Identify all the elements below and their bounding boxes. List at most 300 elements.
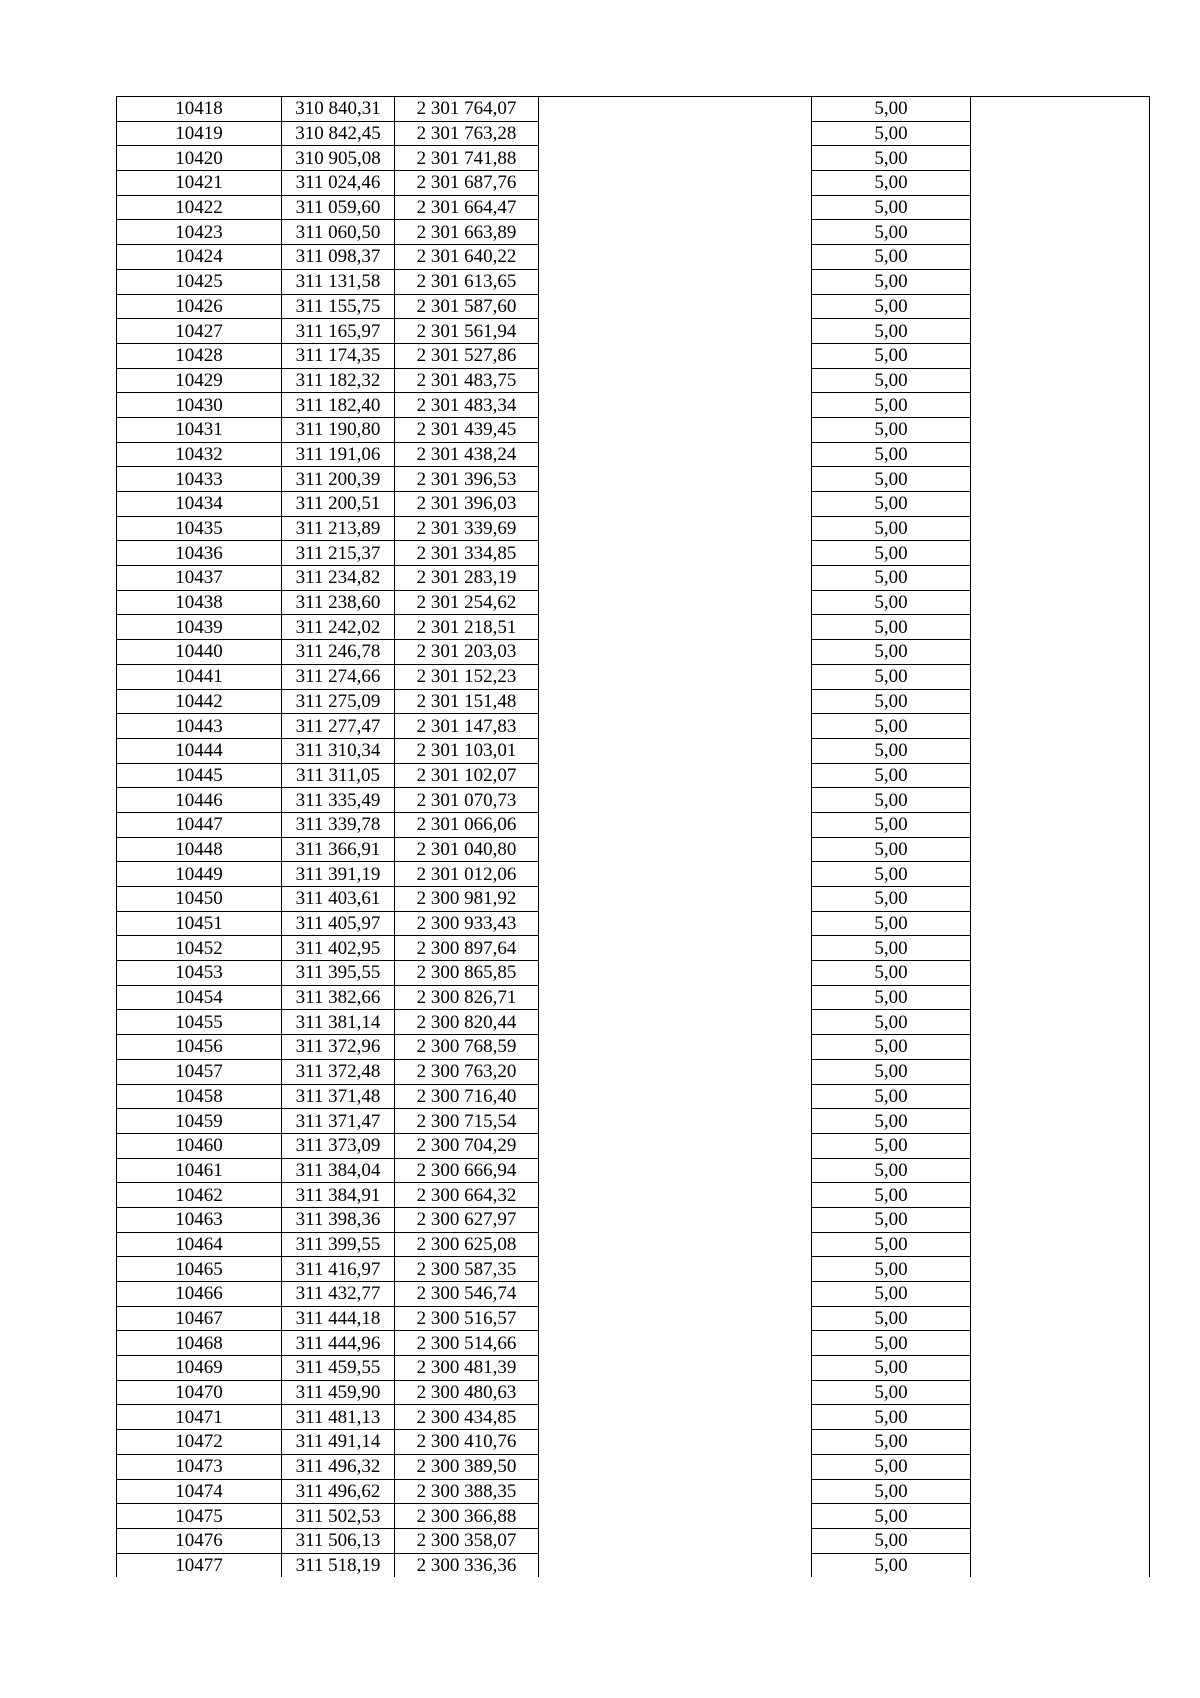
empty-cell [971,1331,1150,1356]
point-number-cell: 10452 [117,936,282,961]
table-row [117,1059,1150,1084]
empty-cell [971,664,1150,689]
empty-cell [971,1084,1150,1109]
x-coordinate-cell: 311 339,78 [282,812,395,837]
y-coordinate-cell: 2 301 152,23 [395,664,539,689]
x-coordinate-cell: 311 381,14 [282,1010,395,1035]
empty-cell [539,1430,812,1455]
x-coordinate-cell: 311 444,96 [282,1331,395,1356]
point-number-cell: 10427 [117,319,282,344]
x-coordinate-cell: 311 190,80 [282,417,395,442]
x-coordinate-cell: 311 372,48 [282,1059,395,1084]
empty-cell [539,640,812,665]
value-cell: 5,00 [812,714,971,739]
y-coordinate-cell: 2 300 516,57 [395,1306,539,1331]
empty-cell [971,837,1150,862]
y-coordinate-cell: 2 301 254,62 [395,590,539,615]
empty-cell [539,1158,812,1183]
x-coordinate-cell: 311 274,66 [282,664,395,689]
table-row [117,121,1150,146]
empty-cell [539,1380,812,1405]
table-row [117,343,1150,368]
table-body [117,97,1150,1578]
value-cell: 5,00 [812,541,971,566]
value-cell: 5,00 [812,146,971,171]
point-number-cell: 10456 [117,1035,282,1060]
empty-cell [971,467,1150,492]
y-coordinate-cell: 2 301 151,48 [395,689,539,714]
empty-cell [539,911,812,936]
x-coordinate-cell: 311 155,75 [282,294,395,319]
point-number-cell: 10437 [117,566,282,591]
empty-cell [539,664,812,689]
point-number-cell: 10420 [117,146,282,171]
table-row [117,1010,1150,1035]
point-number-cell: 10433 [117,467,282,492]
empty-cell [539,269,812,294]
empty-cell [539,1331,812,1356]
value-cell: 5,00 [812,1010,971,1035]
value-cell: 5,00 [812,961,971,986]
point-number-cell: 10444 [117,738,282,763]
empty-cell [539,1553,812,1577]
point-number-cell: 10464 [117,1232,282,1257]
empty-cell [971,1158,1150,1183]
empty-cell [971,1405,1150,1430]
empty-cell [971,1133,1150,1158]
empty-cell [971,269,1150,294]
x-coordinate-cell: 311 131,58 [282,269,395,294]
table-row [117,442,1150,467]
x-coordinate-cell: 311 234,82 [282,566,395,591]
y-coordinate-cell: 2 300 763,20 [395,1059,539,1084]
x-coordinate-cell: 311 060,50 [282,220,395,245]
empty-cell [539,492,812,517]
point-number-cell: 10424 [117,245,282,270]
point-number-cell: 10454 [117,985,282,1010]
y-coordinate-cell: 2 300 865,85 [395,961,539,986]
point-number-cell: 10459 [117,1109,282,1134]
value-cell: 5,00 [812,1306,971,1331]
empty-cell [539,1479,812,1504]
table-row [117,1528,1150,1553]
empty-cell [971,1479,1150,1504]
point-number-cell: 10422 [117,195,282,220]
empty-cell [971,1430,1150,1455]
empty-cell [539,936,812,961]
empty-cell [971,368,1150,393]
x-coordinate-cell: 311 238,60 [282,590,395,615]
coordinates-table [116,96,1150,1577]
empty-cell [971,417,1150,442]
empty-cell [539,1306,812,1331]
y-coordinate-cell: 2 301 066,06 [395,812,539,837]
y-coordinate-cell: 2 301 483,75 [395,368,539,393]
y-coordinate-cell: 2 300 410,76 [395,1430,539,1455]
table-row [117,763,1150,788]
value-cell: 5,00 [812,1528,971,1553]
empty-cell [539,1232,812,1257]
value-cell: 5,00 [812,1430,971,1455]
value-cell: 5,00 [812,1232,971,1257]
table-row [117,985,1150,1010]
empty-cell [539,97,812,122]
table-row [117,1504,1150,1529]
x-coordinate-cell: 311 165,97 [282,319,395,344]
point-number-cell: 10467 [117,1306,282,1331]
empty-cell [539,146,812,171]
value-cell: 5,00 [812,615,971,640]
y-coordinate-cell: 2 301 663,89 [395,220,539,245]
value-cell: 5,00 [812,97,971,122]
y-coordinate-cell: 2 300 897,64 [395,936,539,961]
empty-cell [971,541,1150,566]
y-coordinate-cell: 2 300 358,07 [395,1528,539,1553]
point-number-cell: 10428 [117,343,282,368]
x-coordinate-cell: 311 275,09 [282,689,395,714]
empty-cell [539,1059,812,1084]
x-coordinate-cell: 311 310,34 [282,738,395,763]
empty-cell [971,689,1150,714]
table-row [117,936,1150,961]
table-row [117,887,1150,912]
empty-cell [539,393,812,418]
value-cell: 5,00 [812,812,971,837]
empty-cell [971,738,1150,763]
empty-cell [971,97,1150,122]
value-cell: 5,00 [812,985,971,1010]
empty-cell [539,714,812,739]
x-coordinate-cell: 311 496,62 [282,1479,395,1504]
value-cell: 5,00 [812,220,971,245]
table-row [117,1430,1150,1455]
x-coordinate-cell: 311 098,37 [282,245,395,270]
empty-cell [539,541,812,566]
value-cell: 5,00 [812,640,971,665]
table-row [117,1282,1150,1307]
x-coordinate-cell: 311 518,19 [282,1553,395,1577]
point-number-cell: 10477 [117,1553,282,1577]
table-row [117,788,1150,813]
y-coordinate-cell: 2 301 664,47 [395,195,539,220]
point-number-cell: 10443 [117,714,282,739]
point-number-cell: 10435 [117,516,282,541]
table-row [117,714,1150,739]
y-coordinate-cell: 2 300 514,66 [395,1331,539,1356]
x-coordinate-cell: 311 402,95 [282,936,395,961]
empty-cell [971,590,1150,615]
value-cell: 5,00 [812,1207,971,1232]
value-cell: 5,00 [812,1059,971,1084]
empty-cell [539,245,812,270]
empty-cell [539,368,812,393]
table-row [117,1207,1150,1232]
x-coordinate-cell: 311 311,05 [282,763,395,788]
value-cell: 5,00 [812,788,971,813]
value-cell: 5,00 [812,467,971,492]
point-number-cell: 10447 [117,812,282,837]
point-number-cell: 10442 [117,689,282,714]
x-coordinate-cell: 311 384,91 [282,1183,395,1208]
empty-cell [971,714,1150,739]
table-row [117,1084,1150,1109]
point-number-cell: 10429 [117,368,282,393]
empty-cell [539,1405,812,1430]
empty-cell [971,1257,1150,1282]
value-cell: 5,00 [812,1257,971,1282]
empty-cell [539,985,812,1010]
y-coordinate-cell: 2 301 283,19 [395,566,539,591]
empty-cell [539,1504,812,1529]
y-coordinate-cell: 2 301 640,22 [395,245,539,270]
y-coordinate-cell: 2 301 339,69 [395,516,539,541]
y-coordinate-cell: 2 301 741,88 [395,146,539,171]
y-coordinate-cell: 2 301 587,60 [395,294,539,319]
y-coordinate-cell: 2 300 981,92 [395,887,539,912]
empty-cell [971,1207,1150,1232]
empty-cell [971,1109,1150,1134]
value-cell: 5,00 [812,1553,971,1577]
point-number-cell: 10468 [117,1331,282,1356]
empty-cell [971,343,1150,368]
value-cell: 5,00 [812,516,971,541]
empty-cell [539,862,812,887]
x-coordinate-cell: 311 384,04 [282,1158,395,1183]
empty-cell [539,1010,812,1035]
table-row [117,492,1150,517]
table-row [117,1331,1150,1356]
point-number-cell: 10419 [117,121,282,146]
x-coordinate-cell: 311 372,96 [282,1035,395,1060]
empty-cell [971,887,1150,912]
point-number-cell: 10461 [117,1158,282,1183]
empty-cell [539,319,812,344]
value-cell: 5,00 [812,1183,971,1208]
value-cell: 5,00 [812,1380,971,1405]
empty-cell [971,788,1150,813]
x-coordinate-cell: 311 403,61 [282,887,395,912]
point-number-cell: 10476 [117,1528,282,1553]
value-cell: 5,00 [812,343,971,368]
point-number-cell: 10462 [117,1183,282,1208]
y-coordinate-cell: 2 300 389,50 [395,1454,539,1479]
value-cell: 5,00 [812,269,971,294]
empty-cell [539,763,812,788]
x-coordinate-cell: 311 213,89 [282,516,395,541]
value-cell: 5,00 [812,1282,971,1307]
empty-cell [971,220,1150,245]
table-row [117,417,1150,442]
y-coordinate-cell: 2 301 334,85 [395,541,539,566]
value-cell: 5,00 [812,590,971,615]
point-number-cell: 10470 [117,1380,282,1405]
empty-cell [971,1380,1150,1405]
table-row [117,1183,1150,1208]
empty-cell [539,1282,812,1307]
empty-cell [971,319,1150,344]
table-row [117,368,1150,393]
table-row [117,1479,1150,1504]
x-coordinate-cell: 311 200,39 [282,467,395,492]
y-coordinate-cell: 2 301 012,06 [395,862,539,887]
empty-cell [971,1454,1150,1479]
table-row [117,1035,1150,1060]
y-coordinate-cell: 2 300 480,63 [395,1380,539,1405]
empty-cell [971,121,1150,146]
x-coordinate-cell: 311 395,55 [282,961,395,986]
value-cell: 5,00 [812,294,971,319]
table-row [117,1133,1150,1158]
empty-cell [539,887,812,912]
x-coordinate-cell: 311 174,35 [282,343,395,368]
empty-cell [971,936,1150,961]
empty-cell [539,1084,812,1109]
empty-cell [971,615,1150,640]
y-coordinate-cell: 2 301 396,03 [395,492,539,517]
empty-cell [971,763,1150,788]
y-coordinate-cell: 2 300 826,71 [395,985,539,1010]
y-coordinate-cell: 2 301 561,94 [395,319,539,344]
empty-cell [539,961,812,986]
point-number-cell: 10466 [117,1282,282,1307]
table-row [117,97,1150,122]
table-row [117,1405,1150,1430]
x-coordinate-cell: 311 399,55 [282,1232,395,1257]
x-coordinate-cell: 311 371,48 [282,1084,395,1109]
empty-cell [971,492,1150,517]
y-coordinate-cell: 2 301 102,07 [395,763,539,788]
x-coordinate-cell: 311 373,09 [282,1133,395,1158]
y-coordinate-cell: 2 301 203,03 [395,640,539,665]
y-coordinate-cell: 2 300 820,44 [395,1010,539,1035]
value-cell: 5,00 [812,738,971,763]
point-number-cell: 10458 [117,1084,282,1109]
x-coordinate-cell: 311 059,60 [282,195,395,220]
value-cell: 5,00 [812,319,971,344]
empty-cell [971,393,1150,418]
point-number-cell: 10465 [117,1257,282,1282]
x-coordinate-cell: 311 506,13 [282,1528,395,1553]
y-coordinate-cell: 2 300 388,35 [395,1479,539,1504]
y-coordinate-cell: 2 300 627,97 [395,1207,539,1232]
y-coordinate-cell: 2 300 625,08 [395,1232,539,1257]
empty-cell [539,590,812,615]
point-number-cell: 10455 [117,1010,282,1035]
point-number-cell: 10474 [117,1479,282,1504]
table-row [117,689,1150,714]
y-coordinate-cell: 2 301 070,73 [395,788,539,813]
y-coordinate-cell: 2 301 147,83 [395,714,539,739]
point-number-cell: 10460 [117,1133,282,1158]
table-row [117,566,1150,591]
x-coordinate-cell: 311 335,49 [282,788,395,813]
empty-cell [539,195,812,220]
empty-cell [539,220,812,245]
empty-cell [539,121,812,146]
table-row [117,664,1150,689]
value-cell: 5,00 [812,442,971,467]
empty-cell [971,1553,1150,1577]
y-coordinate-cell: 2 300 366,88 [395,1504,539,1529]
point-number-cell: 10430 [117,393,282,418]
point-number-cell: 10469 [117,1356,282,1381]
x-coordinate-cell: 311 416,97 [282,1257,395,1282]
point-number-cell: 10473 [117,1454,282,1479]
empty-cell [971,862,1150,887]
y-coordinate-cell: 2 301 764,07 [395,97,539,122]
empty-cell [539,516,812,541]
point-number-cell: 10472 [117,1430,282,1455]
x-coordinate-cell: 311 405,97 [282,911,395,936]
y-coordinate-cell: 2 300 587,35 [395,1257,539,1282]
value-cell: 5,00 [812,171,971,196]
table-row [117,640,1150,665]
empty-cell [971,171,1150,196]
empty-cell [539,1356,812,1381]
value-cell: 5,00 [812,837,971,862]
point-number-cell: 10425 [117,269,282,294]
empty-cell [539,615,812,640]
value-cell: 5,00 [812,1454,971,1479]
value-cell: 5,00 [812,1133,971,1158]
y-coordinate-cell: 2 301 040,80 [395,837,539,862]
y-coordinate-cell: 2 301 483,34 [395,393,539,418]
table-row [117,195,1150,220]
empty-cell [971,640,1150,665]
point-number-cell: 10436 [117,541,282,566]
x-coordinate-cell: 310 840,31 [282,97,395,122]
empty-cell [971,566,1150,591]
point-number-cell: 10431 [117,417,282,442]
empty-cell [539,1035,812,1060]
point-number-cell: 10439 [117,615,282,640]
value-cell: 5,00 [812,1504,971,1529]
y-coordinate-cell: 2 301 438,24 [395,442,539,467]
x-coordinate-cell: 311 398,36 [282,1207,395,1232]
empty-cell [971,1059,1150,1084]
empty-cell [539,1207,812,1232]
point-number-cell: 10448 [117,837,282,862]
value-cell: 5,00 [812,195,971,220]
empty-cell [539,1257,812,1282]
x-coordinate-cell: 311 382,66 [282,985,395,1010]
empty-cell [539,467,812,492]
value-cell: 5,00 [812,393,971,418]
empty-cell [539,1109,812,1134]
x-coordinate-cell: 310 905,08 [282,146,395,171]
y-coordinate-cell: 2 301 527,86 [395,343,539,368]
table-row [117,1109,1150,1134]
x-coordinate-cell: 311 366,91 [282,837,395,862]
value-cell: 5,00 [812,1405,971,1430]
point-number-cell: 10421 [117,171,282,196]
value-cell: 5,00 [812,417,971,442]
value-cell: 5,00 [812,1158,971,1183]
y-coordinate-cell: 2 300 481,39 [395,1356,539,1381]
point-number-cell: 10475 [117,1504,282,1529]
empty-cell [971,1282,1150,1307]
x-coordinate-cell: 311 182,40 [282,393,395,418]
x-coordinate-cell: 311 491,14 [282,1430,395,1455]
empty-cell [971,1528,1150,1553]
table-row [117,1380,1150,1405]
y-coordinate-cell: 2 301 218,51 [395,615,539,640]
empty-cell [971,1232,1150,1257]
table-row [117,467,1150,492]
x-coordinate-cell: 311 242,02 [282,615,395,640]
point-number-cell: 10471 [117,1405,282,1430]
point-number-cell: 10441 [117,664,282,689]
